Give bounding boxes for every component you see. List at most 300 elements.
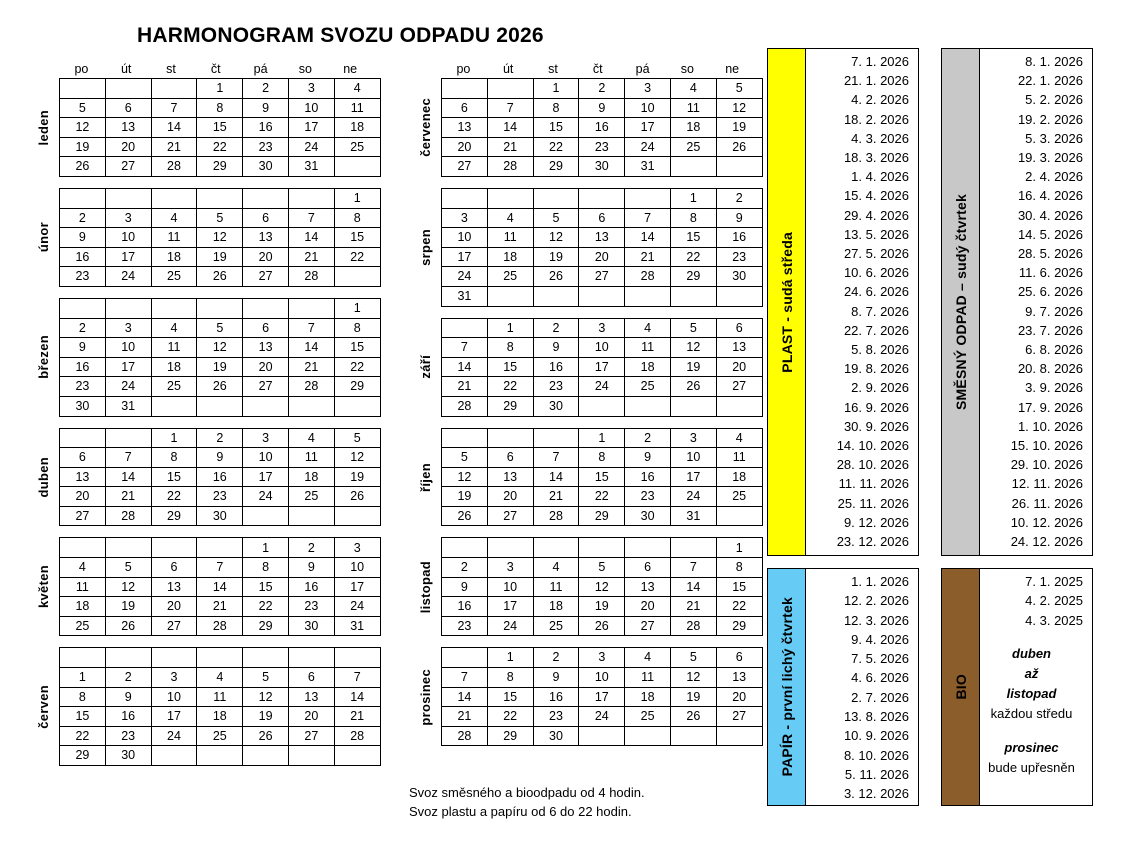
weekday-header-po: po: [456, 62, 471, 76]
day-cell: 10: [625, 98, 671, 118]
day-cell-plastic: 11: [533, 577, 579, 597]
plastic-date: 19. 8. 2026: [843, 361, 909, 377]
day-cell: 6: [243, 318, 289, 338]
day-cell-blank: [716, 396, 762, 416]
day-cell-blank: [288, 648, 334, 668]
day-cell: 16: [288, 577, 334, 597]
day-cell: 11: [151, 338, 197, 358]
paper-date: 12. 2. 2026: [843, 593, 909, 609]
day-cell: 17: [105, 357, 151, 377]
week-row: [442, 448, 763, 468]
plastic-date: 10. 6. 2026: [843, 265, 909, 281]
day-cell: 28: [487, 157, 533, 177]
day-cell: 2: [60, 208, 106, 228]
day-cell-blank: [60, 538, 106, 558]
day-cell-plastic: 13: [151, 577, 197, 597]
day-cell: 7: [442, 668, 488, 688]
day-cell-paper: 2: [579, 79, 625, 99]
month-label-text: leden: [36, 109, 51, 146]
day-cell-paper: 10: [579, 338, 625, 358]
mixed-waste-date: 3. 9. 2026: [1025, 380, 1083, 396]
day-cell-plastic: 30: [533, 396, 579, 416]
day-cell: 29: [60, 746, 106, 766]
day-cell: 30: [716, 267, 762, 287]
week-row: [60, 428, 381, 448]
day-cell: 2: [288, 538, 334, 558]
day-cell-blank: [288, 298, 334, 318]
week-row: [60, 318, 381, 338]
plastic-date: 25. 11. 2026: [837, 495, 909, 511]
day-cell: 30: [288, 616, 334, 636]
day-cell: 3: [243, 428, 289, 448]
month-block-listopad: [410, 537, 763, 636]
day-cell: 16: [625, 467, 671, 487]
week-row: [60, 558, 381, 578]
day-cell: 29: [716, 616, 762, 636]
day-cell: 28: [334, 726, 380, 746]
day-cell: 24: [625, 137, 671, 157]
day-cell: 26: [670, 377, 716, 397]
month-label-listopad: [410, 537, 441, 636]
day-cell: 13: [288, 687, 334, 707]
plastic-date: 16. 9. 2026: [843, 399, 909, 415]
day-cell: 26: [197, 267, 243, 287]
day-cell: 11: [288, 448, 334, 468]
calendar-column-first-half: [28, 62, 381, 777]
month-table-listopad: [441, 537, 763, 636]
day-cell: 20: [105, 137, 151, 157]
day-cell: 31: [442, 286, 488, 306]
week-row: [60, 377, 381, 397]
day-cell: 10: [243, 448, 289, 468]
bio-season-conj: až: [1024, 665, 1039, 681]
day-cell: 17: [243, 467, 289, 487]
week-row: [60, 188, 381, 208]
bio-label: BIO: [952, 674, 969, 700]
day-cell: 14: [288, 338, 334, 358]
day-cell-blank: [625, 188, 671, 208]
bio-december-month: prosinec: [1004, 739, 1059, 755]
week-row: [442, 286, 763, 306]
day-cell: 23: [60, 377, 106, 397]
paper-date-list: [806, 569, 918, 805]
day-cell: 13: [625, 577, 671, 597]
day-cell: 25: [487, 267, 533, 287]
day-cell: 24: [288, 137, 334, 157]
day-cell-plastic: 15: [151, 467, 197, 487]
day-cell: 19: [670, 687, 716, 707]
day-cell-blank: [579, 396, 625, 416]
day-cell-blank: [487, 286, 533, 306]
week-row: [442, 267, 763, 287]
day-cell: 25: [334, 137, 380, 157]
day-cell: 1: [334, 188, 380, 208]
day-cell-blank: [197, 648, 243, 668]
day-cell: 11: [151, 228, 197, 248]
day-cell: 20: [288, 707, 334, 727]
day-cell: 22: [487, 377, 533, 397]
day-cell: 16: [60, 247, 106, 267]
day-cell-blank: [288, 396, 334, 416]
bio-season-end: listopad: [1006, 685, 1057, 701]
day-cell: 2: [625, 428, 671, 448]
plastic-date: 11. 11. 2026: [838, 476, 909, 492]
month-table-září: [441, 318, 763, 417]
day-cell-blank: [243, 746, 289, 766]
day-cell-mixed-waste: 5: [197, 208, 243, 228]
day-cell: 19: [105, 597, 151, 617]
month-block-červenec: [410, 78, 763, 177]
plastic-date: 1. 4. 2026: [851, 169, 909, 185]
mixed-waste-date: 28. 5. 2026: [1017, 246, 1083, 262]
day-cell: 30: [243, 157, 289, 177]
bio-spacer: [980, 630, 1083, 644]
day-cell: 16: [533, 687, 579, 707]
weekday-header-po: po: [74, 62, 89, 76]
weekday-header-pá: pá: [635, 62, 650, 76]
day-cell: 15: [533, 118, 579, 138]
plastic-date: 13. 5. 2026: [843, 226, 909, 242]
day-cell: 23: [197, 487, 243, 507]
month-block-leden: [28, 78, 381, 177]
day-cell-blank: [60, 79, 106, 99]
day-cell: 30: [533, 726, 579, 746]
week-row: [442, 538, 763, 558]
plastic-date: 15. 4. 2026: [843, 188, 909, 204]
week-row: [442, 597, 763, 617]
day-cell: 25: [151, 267, 197, 287]
note-line-plastic-paper: Svoz plastu a papíru od 6 do 22 hodin.: [409, 804, 632, 819]
day-cell: 18: [716, 467, 762, 487]
day-cell: 10: [334, 558, 380, 578]
day-cell-blank: [151, 396, 197, 416]
mixed-waste-date: 25. 6. 2026: [1017, 284, 1083, 300]
plastic-date: 22. 7. 2026: [843, 322, 909, 338]
day-cell: 20: [243, 247, 289, 267]
day-cell-mixed-waste: 9: [579, 98, 625, 118]
day-cell: 19: [60, 137, 106, 157]
day-cell: 7: [533, 448, 579, 468]
week-row: [442, 687, 763, 707]
day-cell: 26: [243, 726, 289, 746]
day-cell: 27: [716, 377, 762, 397]
day-cell: 18: [487, 247, 533, 267]
day-cell: 18: [334, 118, 380, 138]
day-cell: 6: [716, 648, 762, 668]
week-row: [60, 208, 381, 228]
day-cell-paper: 12: [197, 338, 243, 358]
day-cell-blank: [197, 188, 243, 208]
day-cell: 12: [243, 687, 289, 707]
day-cell: 17: [288, 118, 334, 138]
day-cell: 3: [487, 558, 533, 578]
day-cell: 20: [716, 687, 762, 707]
day-cell-blank: [442, 648, 488, 668]
day-cell-blank: [442, 318, 488, 338]
day-cell: 25: [625, 377, 671, 397]
month-label-text: duben: [36, 456, 51, 498]
weekday-header-út: út: [502, 62, 514, 76]
day-cell: 30: [625, 506, 671, 526]
day-cell-blank: [334, 648, 380, 668]
day-cell: 9: [716, 208, 762, 228]
month-label-text: srpen: [418, 228, 433, 266]
day-cell-plastic: 7: [151, 98, 197, 118]
day-cell: 29: [197, 157, 243, 177]
weekday-header-ne: ne: [343, 62, 358, 76]
bio-frequency: každou středu: [990, 705, 1073, 721]
day-cell: 20: [442, 137, 488, 157]
week-row: [442, 396, 763, 416]
paper-date: 8. 10. 2026: [843, 747, 909, 763]
day-cell-blank: [442, 428, 488, 448]
day-cell: 14: [334, 687, 380, 707]
day-cell: 13: [442, 118, 488, 138]
day-cell-blank: [243, 506, 289, 526]
day-cell: 8: [670, 208, 716, 228]
day-cell-blank: [533, 188, 579, 208]
day-cell-plastic: 4: [151, 318, 197, 338]
day-cell-paper: 13: [579, 228, 625, 248]
plastic-date: 8. 7. 2026: [851, 303, 909, 319]
day-cell-blank: [487, 79, 533, 99]
day-cell: 15: [487, 687, 533, 707]
day-cell: 25: [60, 616, 106, 636]
day-cell: 11: [670, 98, 716, 118]
day-cell-mixed-waste: 29: [579, 506, 625, 526]
day-cell: 18: [625, 687, 671, 707]
day-cell: 3: [334, 538, 380, 558]
paper-label: PAPÍR - první lichý čtvrtek: [778, 597, 795, 777]
plastic-date: 2. 9. 2026: [851, 380, 909, 396]
day-cell-blank: [151, 79, 197, 99]
day-cell-mixed-waste: 26: [579, 616, 625, 636]
day-cell: 18: [197, 707, 243, 727]
day-cell: 19: [716, 118, 762, 138]
day-cell: 21: [197, 597, 243, 617]
paper-date: 2. 7. 2026: [851, 689, 909, 705]
bio-season-start: duben: [1012, 645, 1051, 661]
plastic-date: 4. 3. 2026: [851, 130, 909, 146]
day-cell: 11: [716, 448, 762, 468]
mixed-waste-band: [942, 49, 980, 555]
day-cell-mixed-waste: 10: [579, 668, 625, 688]
day-cell-blank: [670, 396, 716, 416]
day-cell: 27: [487, 506, 533, 526]
day-cell: 15: [243, 577, 289, 597]
day-cell: 27: [105, 157, 151, 177]
mixed-waste-date: 15. 10. 2026: [1010, 438, 1083, 454]
day-cell: 8: [487, 668, 533, 688]
day-cell: 24: [670, 487, 716, 507]
week-row: [60, 538, 381, 558]
day-cell: 31: [670, 506, 716, 526]
day-cell: 4: [670, 79, 716, 99]
day-cell-blank: [442, 79, 488, 99]
day-cell-plastic: 24: [151, 726, 197, 746]
day-cell-plastic: 18: [151, 247, 197, 267]
day-cell-paper: 12: [197, 228, 243, 248]
day-cell: 9: [533, 338, 579, 358]
day-cell-blank: [105, 648, 151, 668]
bio-spacer-2: [980, 724, 1083, 738]
day-cell: 31: [334, 616, 380, 636]
day-cell: 20: [60, 487, 106, 507]
day-cell-blank: [243, 648, 289, 668]
day-cell-blank: [105, 79, 151, 99]
day-cell: 24: [334, 597, 380, 617]
day-cell-blank: [151, 188, 197, 208]
day-cell-blank: [197, 298, 243, 318]
day-cell-blank: [105, 428, 151, 448]
day-cell-blank: [151, 538, 197, 558]
week-row: [442, 577, 763, 597]
month-label-duben: [28, 428, 59, 527]
day-cell: 29: [487, 726, 533, 746]
day-cell: 14: [105, 467, 151, 487]
mixed-waste-date: 23. 7. 2026: [1017, 322, 1083, 338]
day-cell-blank: [579, 726, 625, 746]
day-cell-blank: [670, 157, 716, 177]
day-cell-mixed-waste: 22: [197, 137, 243, 157]
day-cell: 24: [243, 487, 289, 507]
day-cell-plastic: 27: [151, 616, 197, 636]
day-cell: 24: [442, 267, 488, 287]
day-cell-mixed-waste: 12: [579, 577, 625, 597]
day-cell: 13: [716, 338, 762, 358]
day-cell-mixed-waste: 23: [579, 137, 625, 157]
day-cell: 21: [487, 137, 533, 157]
day-cell: 29: [670, 267, 716, 287]
day-cell-plastic: 2: [533, 318, 579, 338]
day-cell: 7: [487, 98, 533, 118]
day-cell-plastic: 14: [533, 467, 579, 487]
day-cell: 11: [487, 228, 533, 248]
paper-date: 4. 6. 2026: [851, 670, 909, 686]
day-cell: 25: [288, 487, 334, 507]
day-cell: 28: [442, 396, 488, 416]
month-table-únor: [59, 188, 381, 287]
mixed-waste-date: 24. 12. 2026: [1010, 534, 1083, 550]
day-cell: 21: [442, 707, 488, 727]
day-cell: 28: [442, 726, 488, 746]
day-cell: 12: [105, 577, 151, 597]
week-row: [442, 487, 763, 507]
day-cell: 28: [151, 157, 197, 177]
mixed-waste-date: 5. 2. 2026: [1025, 92, 1083, 108]
month-label-text: březen: [36, 335, 51, 380]
day-cell: 25: [716, 487, 762, 507]
day-cell: 14: [487, 118, 533, 138]
day-cell-blank: [670, 538, 716, 558]
mixed-waste-date: 16. 4. 2026: [1017, 188, 1083, 204]
week-row: [442, 118, 763, 138]
day-cell: 27: [579, 267, 625, 287]
day-cell: 25: [625, 707, 671, 727]
week-row: [442, 377, 763, 397]
day-cell-blank: [625, 726, 671, 746]
day-cell-blank: [197, 538, 243, 558]
mixed-waste-date: 20. 8. 2026: [1017, 361, 1083, 377]
day-cell: 2: [533, 648, 579, 668]
day-cell-paper: 9: [197, 448, 243, 468]
day-cell-plastic: 28: [533, 506, 579, 526]
day-cell-mixed-waste: 2: [197, 428, 243, 448]
day-cell: 5: [243, 668, 289, 688]
week-row: [60, 396, 381, 416]
day-cell-blank: [151, 648, 197, 668]
day-cell: 21: [288, 357, 334, 377]
day-cell: 8: [334, 208, 380, 228]
week-row: [60, 668, 381, 688]
day-cell: 22: [60, 726, 106, 746]
day-cell-blank: [716, 286, 762, 306]
day-cell: 4: [334, 79, 380, 99]
paper-date: 10. 9. 2026: [843, 728, 909, 744]
month-label-únor: [28, 188, 59, 287]
month-label-červen: [28, 647, 59, 766]
day-cell: 1: [243, 538, 289, 558]
day-cell-blank: [716, 506, 762, 526]
day-cell: 11: [625, 668, 671, 688]
day-cell: 29: [487, 396, 533, 416]
day-cell: 27: [625, 616, 671, 636]
week-row: [60, 267, 381, 287]
day-cell: 14: [288, 228, 334, 248]
day-cell-blank: [105, 538, 151, 558]
day-cell: 24: [579, 377, 625, 397]
month-table-duben: [59, 428, 381, 527]
month-block-březen: [28, 298, 381, 417]
day-cell-blank: [334, 267, 380, 287]
day-cell-mixed-waste: 6: [579, 208, 625, 228]
day-cell: 16: [442, 597, 488, 617]
day-cell: 9: [442, 577, 488, 597]
day-cell-blank: [625, 396, 671, 416]
week-row: [442, 318, 763, 338]
day-cell-plastic: 5: [533, 208, 579, 228]
day-cell-blank: [243, 298, 289, 318]
day-cell: 19: [334, 467, 380, 487]
day-cell: 10: [442, 228, 488, 248]
day-cell-mixed-waste: 28: [197, 616, 243, 636]
month-label-říjen: [410, 428, 441, 527]
plastic-date: 29. 4. 2026: [843, 207, 909, 223]
day-cell: 1: [487, 648, 533, 668]
legend-panel-plastic: [767, 48, 919, 556]
day-cell: 23: [60, 267, 106, 287]
day-cell: 6: [487, 448, 533, 468]
day-cell-mixed-waste: 20: [579, 247, 625, 267]
week-row: [442, 726, 763, 746]
day-cell: 6: [151, 558, 197, 578]
day-cell: 23: [533, 377, 579, 397]
mixed-waste-date: 14. 5. 2026: [1017, 226, 1083, 242]
day-cell: 15: [197, 118, 243, 138]
day-cell: 23: [243, 137, 289, 157]
mixed-waste-date: 11. 6. 2026: [1018, 265, 1083, 281]
weekday-header-pá: pá: [253, 62, 268, 76]
day-cell-blank: [334, 506, 380, 526]
day-cell: 6: [716, 318, 762, 338]
day-cell: 18: [288, 467, 334, 487]
legend-panel-mixed-waste: [941, 48, 1093, 556]
day-cell: 5: [716, 79, 762, 99]
legend-panel-bio: [941, 568, 1093, 806]
day-cell: 17: [579, 687, 625, 707]
day-cell: 7: [442, 338, 488, 358]
day-cell: 13: [60, 467, 106, 487]
